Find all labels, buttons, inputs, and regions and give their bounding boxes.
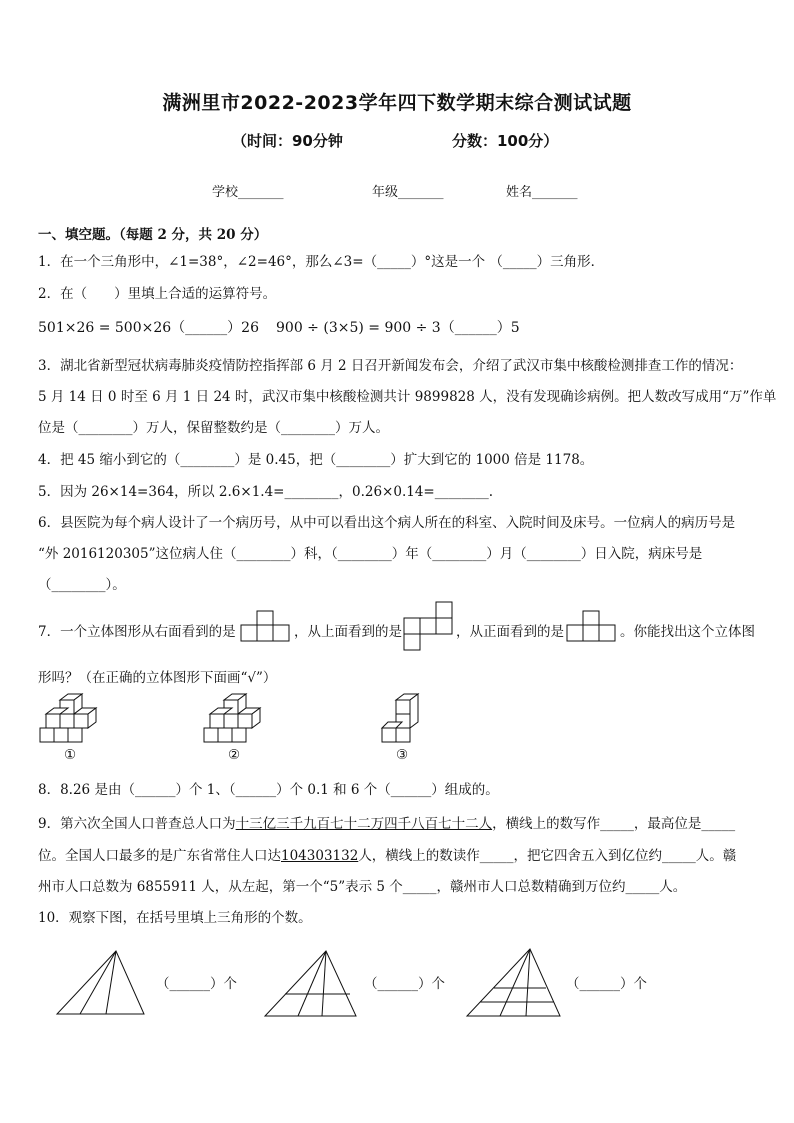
- question-6-line-2: “外 2016120305”这位病人住（________）科，（________）年（________）月（________）日入院，病床号是: [38, 546, 703, 562]
- front-view-diagram: [566, 610, 618, 642]
- triangle-3-answer: （______）个: [566, 976, 647, 992]
- right-view-diagram: [240, 610, 292, 642]
- population-number: 104303132: [281, 848, 359, 864]
- top-view-diagram: [402, 601, 454, 651]
- section-heading: 一、填空题。（每题 2 分，共 20 分）: [38, 227, 268, 243]
- question-7-text-2: ，从上面看到的是: [294, 624, 402, 640]
- question-6-line-1: 6．县医院为每个病人设计了一个病历号，从中可以看出这个病人所在的科室、入院时间及床号。一位病人的病历号是: [38, 515, 736, 531]
- question-5: 5．因为 26×14=364，所以 2.6×1.4=________，0.26×0.14=________.: [38, 484, 494, 500]
- triangle-1-answer: （______）个: [156, 976, 237, 992]
- page-title: 满洲里市2022-2023学年四下数学期末综合测试试题: [162, 92, 632, 114]
- solid-figure-3: [378, 692, 428, 744]
- question-2: 2．在（ ）里填上合适的运算符号。: [38, 286, 277, 302]
- name-field[interactable]: 姓名_______: [506, 185, 578, 200]
- question-6-line-3: （________）。: [38, 577, 126, 593]
- question-9-line-3: 州市人口总数为 6855911 人，从左起，第一个“5”表示 5 个_____，赣州市人口总数精确到万位约_____人。: [38, 879, 687, 895]
- triangle-figure-3: [466, 948, 562, 1018]
- exam-score: 分数：100分）: [452, 132, 559, 150]
- population-words: 十三亿三千九百七十二万四千八百七十二人: [235, 816, 493, 832]
- question-3-line-1: 3．湖北省新型冠状病毒肺炎疫情防控指挥部 6 月 2 日召开新闻发布会，介绍了武汉市集中核酸检测排查工作的情况：: [38, 358, 743, 374]
- question-9-line-2: 位。全国人口最多的是广东省常住人口达104303132人，横线上的数读作_____，把它四舍五入到亿位约_____人。赣: [38, 848, 737, 864]
- question-10: 10．观察下图，在括号里填上三角形的个数。: [38, 910, 312, 926]
- triangle-2-answer: （______）个: [364, 976, 445, 992]
- question-2-expr-b: 900 ÷ (3×5) = 900 ÷ 3（______）5: [276, 320, 520, 336]
- question-4: 4．把 45 缩小到它的（________）是 0.45，把（________）扩大到它的 1000 倍是 1178。: [38, 452, 594, 468]
- solid-figure-1: [38, 692, 108, 744]
- question-8: 8．8.26 是由（______）个 1、（______）个 0.1 和 6 个（______）组成的。: [38, 782, 499, 798]
- question-7-text-3: ，从正面看到的是: [456, 624, 564, 640]
- option-2-label: ②: [228, 747, 241, 763]
- triangle-figure-2: [264, 950, 358, 1018]
- question-1: 1．在一个三角形中，∠1=38°，∠2=46°，那么∠3=（_____）°这是一个 （_____）三角形．: [38, 254, 605, 270]
- solid-figure-2: [200, 692, 272, 744]
- question-7-text-1: 7．一个立体图形从右面看到的是: [38, 624, 236, 640]
- grade-field[interactable]: 年级_______: [372, 185, 444, 200]
- question-3-line-3: 位是（________）万人，保留整数约是（________）万人。: [38, 420, 389, 436]
- option-3-label: ③: [396, 747, 409, 763]
- school-field[interactable]: 学校_______: [212, 185, 284, 200]
- triangle-figure-1: [56, 950, 146, 1016]
- question-7-line-2: 形吗？（在正确的立体图形下面画“√”）: [38, 670, 277, 686]
- question-3-line-2: 5 月 14 日 0 时至 6 月 1 日 24 时，武汉市集中核酸检测共计 9899828 人，没有发现确诊病例。把人数改写成用“万”作单: [38, 389, 777, 405]
- question-2-expr-a: 501×26 = 500×26（______）26: [38, 320, 259, 336]
- exam-time: （时间：90分钟: [232, 132, 343, 150]
- question-7-text-4: 。你能找出这个立体图: [620, 624, 755, 640]
- question-9-line-1: 9．第六次全国人口普查总人口为十三亿三千九百七十二万四千八百七十二人，横线上的数写作_____，最高位是_____: [38, 816, 736, 832]
- option-1-label: ①: [64, 747, 77, 763]
